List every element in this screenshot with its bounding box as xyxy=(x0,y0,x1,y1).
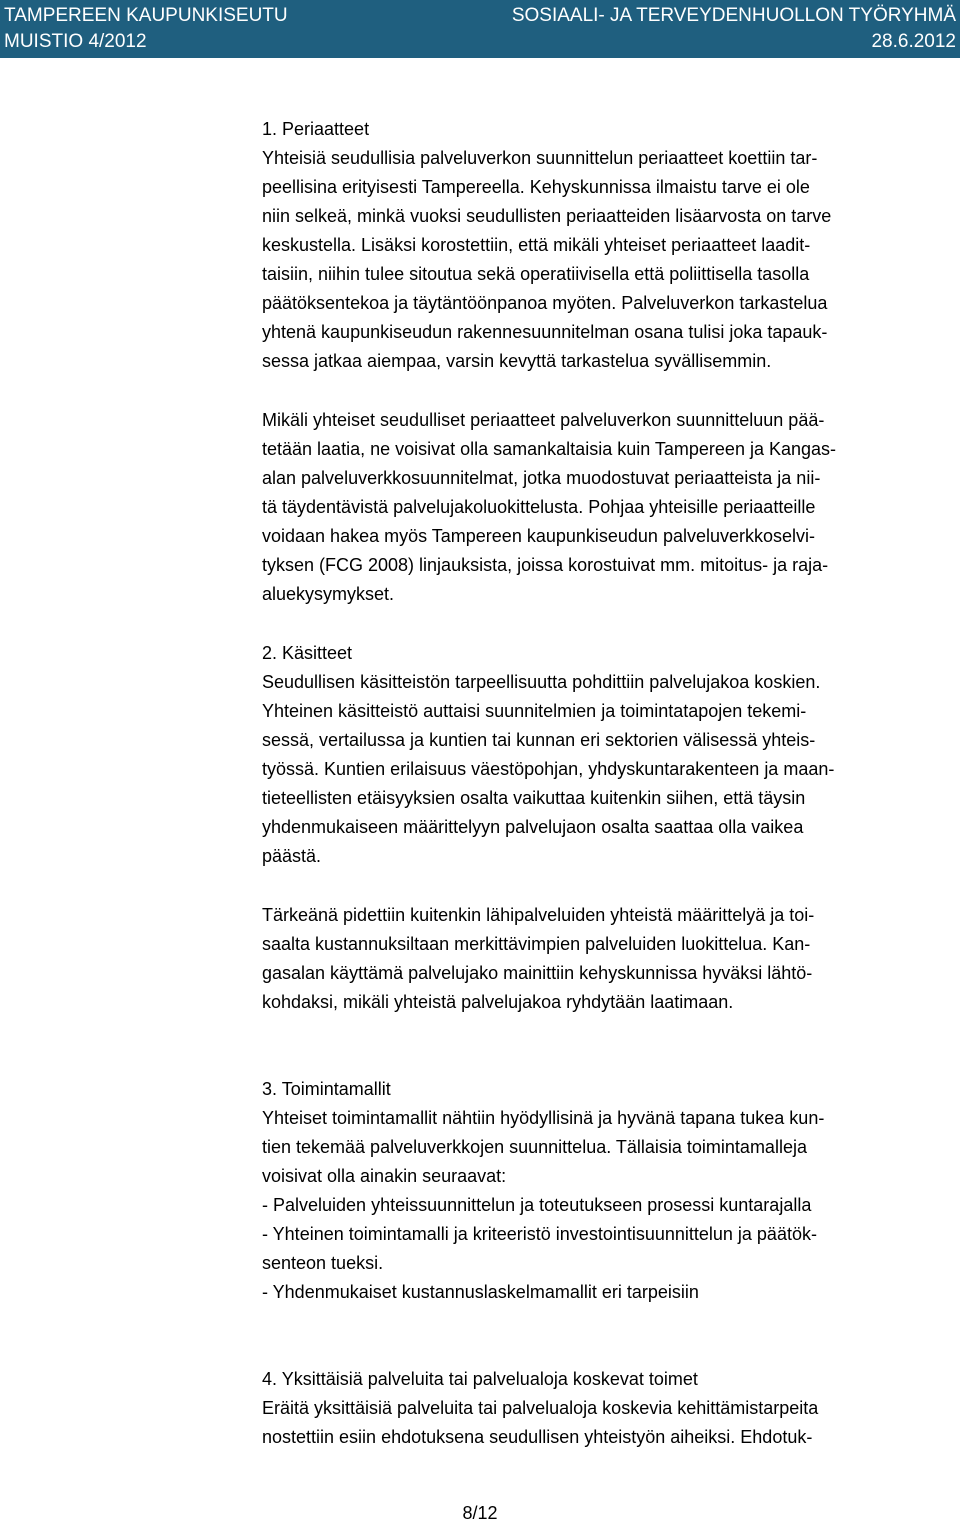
list-item: - Yhdenmukaiset kustannuslaskelmamallit eri tarpeisiin xyxy=(262,1282,699,1302)
text-line: sessä, vertailussa ja kuntien tai kunnan eri sektorien välisessä yhteis- xyxy=(262,730,816,750)
text-line: niin selkeä, minkä vuoksi seudullisten periaatteiden lisäarvosta on tarve xyxy=(262,206,832,226)
text-line: tä täydentävistä palvelujakoluokittelusta. Pohjaa yhteisille periaatteille xyxy=(262,497,816,517)
text-line: Tärkeänä pidettiin kuitenkin lähipalveluiden yhteistä määrittelyä ja toi- xyxy=(262,905,815,925)
text-line: Yhteiset toimintamallit nähtiin hyödyllisinä ja hyvänä tapana tukea kun- xyxy=(262,1108,825,1128)
section-3-paragraph-1 xyxy=(262,1104,954,1307)
text-line: työssä. Kuntien erilaisuus väestöpohjan, yhdyskuntarakenteen ja maan- xyxy=(262,759,835,779)
page-number: 8/12 xyxy=(462,1503,498,1523)
section-1-heading: 1. Periaatteet xyxy=(262,119,370,139)
document-header xyxy=(0,0,960,58)
text-line: gasalan käyttämä palvelujako mainittiin kehyskunnissa hyväksi lähtö- xyxy=(262,963,813,983)
text-line: aluekysymykset. xyxy=(262,584,395,604)
text-line: Yhteisiä seudullisia palveluverkon suunnittelun periaatteet koettiin tar- xyxy=(262,148,818,168)
text-line: päätöksentekoa ja täytäntöönpanoa myöten. Palveluverkon tarkastelua xyxy=(262,293,828,313)
text-line: tien tekemää palveluverkkojen suunnittelua. Tällaisia toimintamalleja xyxy=(262,1137,807,1157)
header-group: SOSIAALI- JA TERVEYDENHUOLLON TYÖRYHMÄ xyxy=(511,5,956,26)
document-body xyxy=(262,115,954,1452)
text-line: Eräitä yksittäisiä palveluita tai palvelualoja koskevia kehittämistarpeita xyxy=(262,1398,819,1418)
text-line: nostettiin esiin ehdotuksena seudullisen yhteistyön aiheiksi. Ehdotuk- xyxy=(262,1427,813,1447)
text-line: Seudullisen käsitteistön tarpeellisuutta pohdittiin palvelujakoa koskien. xyxy=(262,672,821,692)
text-line: saalta kustannuksiltaan merkittävimpien palveluiden luokittelua. Kan- xyxy=(262,934,811,954)
text-line: Mikäli yhteiset seudulliset periaatteet palveluverkon suunnitteluun pää- xyxy=(262,410,825,430)
text-line: voisivat olla ainakin seuraavat: xyxy=(262,1166,507,1186)
text-line: yhdenmukaiseen määrittelyyn palvelujaon osalta saattaa olla vaikea xyxy=(262,817,804,837)
text-line: taisiin, niihin tulee sitoutua sekä operatiivisella että poliittisella tasolla xyxy=(262,264,810,284)
text-line: keskustella. Lisäksi korostettiin, että mikäli yhteiset periaatteet laadit- xyxy=(262,235,811,255)
list-item: - Yhteinen toimintamalli ja kriteeristö investointisuunnittelun ja päätök- xyxy=(262,1224,817,1244)
section-2-paragraph-2 xyxy=(262,901,954,1017)
header-memo-number: MUISTIO 4/2012 xyxy=(4,31,147,52)
list-item: - Palveluiden yhteissuunnittelun ja toteutukseen prosessi kuntarajalla xyxy=(262,1195,812,1215)
text-line: yhtenä kaupunkiseudun rakennesuunnitelman osana tulisi joka tapauk- xyxy=(262,322,828,342)
header-org: TAMPEREEN KAUPUNKISEUTU xyxy=(4,5,288,26)
text-line: sessa jatkaa aiempaa, varsin kevyttä tarkastelua syvällisemmin. xyxy=(262,351,772,371)
text-line: tetään laatia, ne voisivat olla samankaltaisia kuin Tampereen ja Kangas- xyxy=(262,439,837,459)
section-3-heading: 3. Toimintamallit xyxy=(262,1079,391,1099)
text-line: peellisina erityisesti Tampereella. Kehyskunnissa ilmaistu tarve ei ole xyxy=(262,177,810,197)
text-line: alan palveluverkkosuunnitelmat, jotka muodostuvat periaatteista ja nii- xyxy=(262,468,821,488)
section-4-heading: 4. Yksittäisiä palveluita tai palvelualoja koskevat toimet xyxy=(262,1369,698,1389)
section-4-paragraph-1 xyxy=(262,1394,954,1452)
section-1-paragraph-2 xyxy=(262,406,954,609)
section-2-heading: 2. Käsitteet xyxy=(262,643,353,663)
section-1-paragraph-1 xyxy=(262,144,954,376)
text-line: tieteellisten etäisyyksien osalta vaikuttaa kuitenkin siihen, että täysin xyxy=(262,788,806,808)
header-row-bottom xyxy=(4,29,956,55)
text-line: tyksen (FCG 2008) linjauksista, joissa korostuivat mm. mitoitus- ja raja- xyxy=(262,555,829,575)
section-2-paragraph-1 xyxy=(262,668,954,871)
list-item-continuation: senteon tueksi. xyxy=(262,1253,384,1273)
header-date: 28.6.2012 xyxy=(871,31,956,52)
text-line: päästä. xyxy=(262,846,322,866)
text-line: voidaan hakea myös Tampereen kaupunkiseudun palveluverkkoselvi- xyxy=(262,526,815,546)
text-line: Yhteinen käsitteistö auttaisi suunnitelmien ja toimintatapojen tekemi- xyxy=(262,701,807,721)
header-row-top xyxy=(4,3,956,29)
text-line: kohdaksi, mikäli yhteistä palvelujakoa ryhdytään laatimaan. xyxy=(262,992,734,1012)
